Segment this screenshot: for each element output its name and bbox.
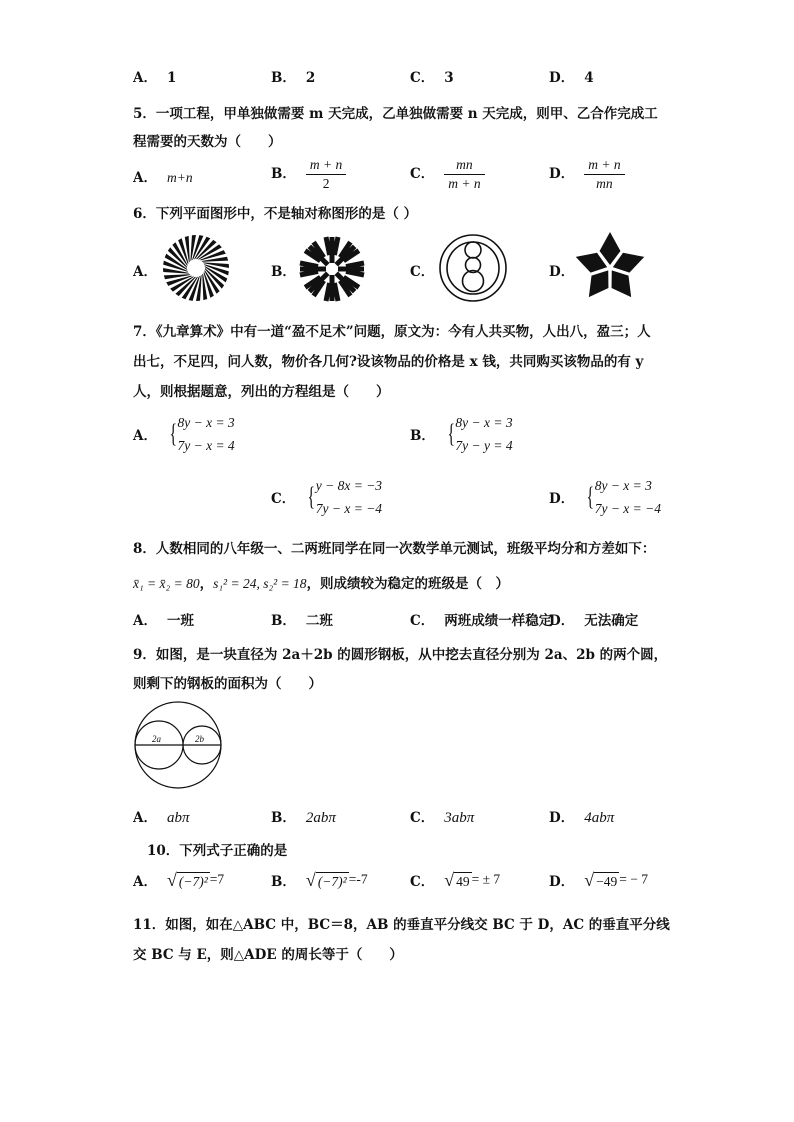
star-arm [334, 283, 338, 301]
q7-stem-line1: 7．《九章算术》中有一道“盈不足术”问题，原文为：今有人共买物，人出八，盈三；人 [133, 324, 651, 340]
fan-blade [202, 274, 207, 301]
q8-conditions: x̄₁ = x̄₂ = 80，s₁² = 24, s₂² = 18，则成绩较为稳定的班级是（ ） [133, 576, 510, 592]
q9-stem-line2: 则剩下的钢板的面积为（ ） [133, 676, 322, 692]
star-arm [326, 237, 330, 255]
q10-stem: 10．下列式子正确的是 [147, 843, 288, 859]
q5-option-b: B． $\frac{m + n}{2}$ [271, 156, 346, 193]
q7-stem-line2: 出七，不足四，问人数，物价各几何?设该物品的价格是 x 钱，共同购买该物品的有 y [133, 354, 644, 370]
star-petal [612, 270, 632, 297]
q6-stem: 6．下列平面图形中，不是轴对称图形的是（ ） [133, 206, 418, 222]
q4-option-b: B． 2 [271, 70, 316, 86]
star-arm [300, 263, 318, 267]
q5-option-a: A． m+n [133, 170, 193, 186]
q4-option-c: C． 3 [410, 70, 454, 86]
fan-blade [202, 257, 229, 262]
q6-label-b: B． [271, 264, 296, 280]
q11-stem-line2: 交 BC 与 E，则△ADE 的周长等于（ ） [133, 947, 403, 963]
q5-option-c: C． $\frac{mn}{m + n}$ [410, 156, 485, 193]
q8-option-b: B． 二班 [271, 613, 333, 629]
q6-figure-b-snowflake [296, 234, 368, 304]
q9-figure-label-2b: 2b [195, 734, 204, 744]
q8-option-a: A． 一班 [133, 613, 194, 629]
q7-stem-line3: 人，则根据题意，列出的方程组是（ ） [133, 384, 390, 400]
q11-stem-line1: 11．如图，如在△ABC 中，BC＝8，AB 的垂直平分线交 BC 于 D，AC 的垂直平分线 [133, 917, 670, 933]
q9-option-c: C． 3abπ [410, 810, 475, 826]
q8-option-c: C． 两班成绩一样稳定 [410, 613, 553, 629]
q7-option-d: D． { 8y − x = 3 7y − x = −4 [549, 478, 662, 516]
star-arm [334, 237, 338, 255]
q10-option-b: B． √ (−7)² =-7 [271, 870, 368, 891]
q4-option-a: A． 1 [133, 70, 177, 86]
q7-option-b: B． { 8y − x = 3 7y − y = 4 [410, 415, 513, 453]
q6-label-d: D． [549, 264, 575, 280]
fan-blade [185, 236, 190, 263]
q6-label-c: C． [410, 264, 435, 280]
star-petal [613, 253, 644, 273]
q7-option-a: A． { 8y − x = 3 7y − x = 4 [133, 415, 235, 453]
q10-option-d: D． √ −49 = − 7 [549, 870, 648, 891]
q9-option-b: B． 2abπ [271, 810, 336, 826]
star-petal [576, 253, 607, 273]
q9-figure-circles [133, 700, 223, 790]
q9-option-d: D． 4abπ [549, 810, 615, 826]
star-arm [346, 271, 364, 275]
q6-label-a: A． [133, 264, 157, 280]
q9-option-a: A． abπ [133, 810, 190, 826]
q5-stem-line1: 5．一项工程，甲单独做需要 m 天完成，乙单独做需要 n 天完成，则甲、乙合作完成工 [133, 106, 658, 122]
q5-option-d: D． $\frac{m + n}{mn}$ [549, 156, 625, 193]
q8-stem-line1: 8．人数相同的八年级一、二两班同学在同一次数学单元测试，班级平均分和方差如下： [133, 541, 656, 557]
q6-figure-d-petal-star [572, 230, 648, 306]
fan-blade [164, 274, 191, 279]
q6-figure-c-stacked-circles [437, 232, 509, 304]
q4-option-d: D． 4 [549, 70, 594, 86]
star-petal [589, 270, 609, 297]
star-arm [346, 263, 364, 267]
star-arm [326, 283, 330, 301]
q10-option-c: C． √ 49 = ± 7 [410, 870, 501, 891]
q9-figure-label-2a: 2a [152, 734, 161, 744]
q6-figure-a-spiral-fan [160, 232, 232, 304]
q5-stem-line2: 程需要的天数为（ ） [133, 134, 282, 150]
q10-option-a: A． √ (−7)² =7 [133, 870, 225, 891]
star-arm [300, 271, 318, 275]
q8-option-d: D． 无法确定 [549, 613, 639, 629]
star-petal [600, 232, 621, 265]
q7-option-c: C． { y − 8x = −3 7y − x = −4 [271, 478, 383, 516]
q9-stem-line1: 9．如图，是一块直径为 2a＋2b 的圆形钢板，从中挖去直径分别为 2a、2b 的两个圆， [133, 647, 668, 663]
